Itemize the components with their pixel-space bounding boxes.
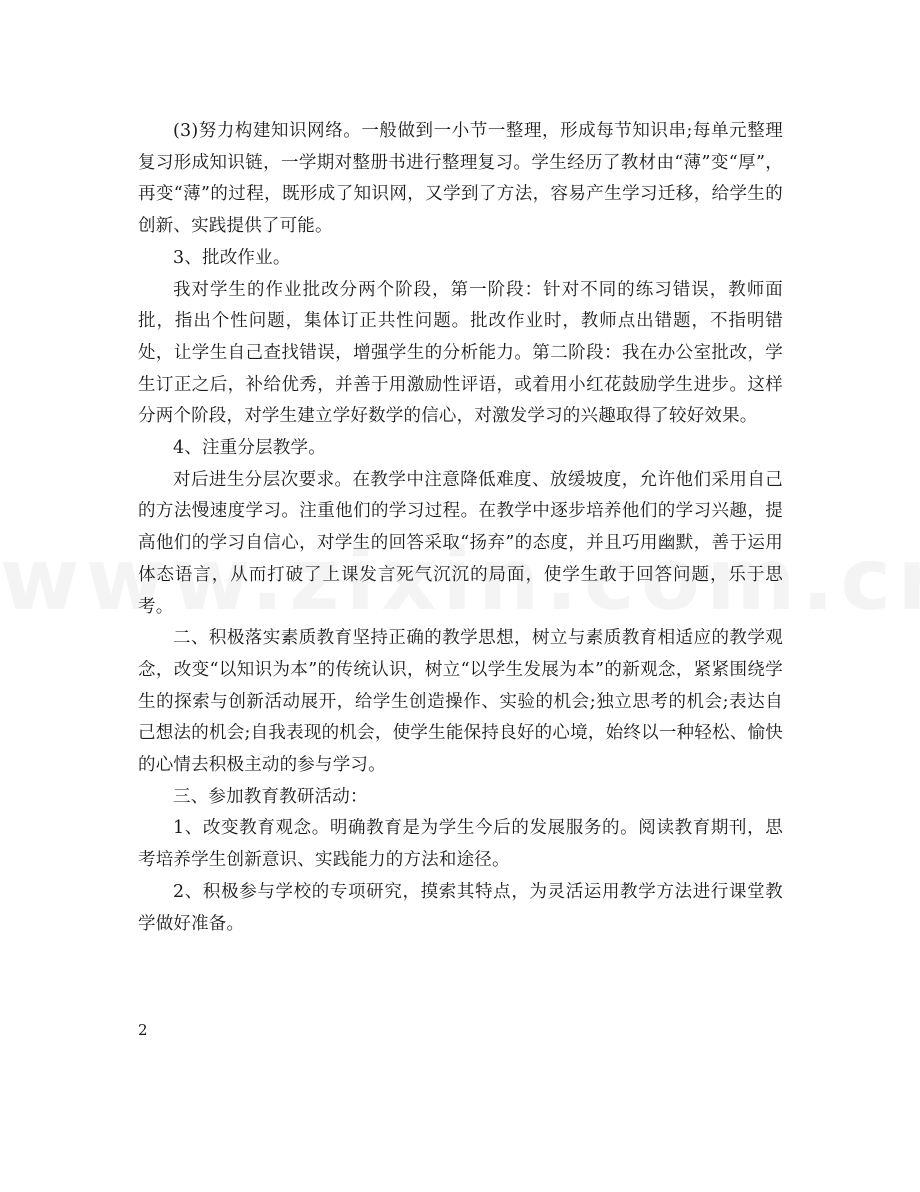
page-number: 2 (138, 1021, 148, 1039)
paragraph-homework-correction: 我对学生的作业批改分两个阶段，第一阶段：针对不同的练习错误，教师面批，指出个性问题，集体订正共性问题。批改作业时，教师点出错题，不指明错处，让学生自己查找错误，增强学生的分析能力。第二阶段：我在办公室批改，学生订正之后，补给优秀，并善于用激励性评语，或着用小红花鼓励学生进步。这样分两个阶段，对学生建立学好数学的信心，对激发学习的兴趣取得了较好效果。 (138, 279, 783, 427)
heading-layered-teaching: 4、注重分层教学。 (173, 438, 326, 459)
heading-teaching-research: 三、参加教育教研活动： (173, 786, 368, 807)
paragraph-layered-teaching: 对后进生分层次要求。在教学中注意降低难度、放缓坡度，允许他们采用自己的方法慢速度学习。注重他们的学习过程。在教学中逐步培养他们的学习兴趣，提高他们的学习自信心，对学生的回答采取“扬弃”的态度，并且巧用幽默，善于运用体态语言，从而打破了上课发言死气沉沉的局面，使学生敢于回答问题，乐于思考。 (138, 469, 783, 617)
paragraph-change-concepts: 1、改变教育观念。明确教育是为学生今后的发展服务的。阅读教育期刊，思考培养学生创新意识、实践能力的方法和途径。 (138, 818, 783, 871)
paragraph-quality-education: 二、积极落实素质教育坚持正确的教学思想，树立与素质教育相适应的教学观念，改变“以知识为本”的传统认识，树立“以学生发展为本”的新观念，紧紧围绕学生的探索与创新活动展开，给学生创造操作、实验的机会;独立思考的机会;表达自己想法的机会;自我表现的机会，使学生能保持良好的心境，始终以一种轻松、愉快的心情去积极主动的参与学习。 (138, 628, 783, 776)
paragraph-knowledge-network: (3)努力构建知识网络。一般做到一小节一整理，形成每节知识串;每单元整理复习形成知识链，一学期对整册书进行整理复习。学生经历了教材由“薄”变“厚”，再变“薄”的过程，既形成了知识网，又学到了方法，容易产生学习迁移，给学生的创新、实践提供了可能。 (138, 121, 783, 237)
document-body (138, 116, 783, 940)
heading-correct-homework: 3、批改作业。 (173, 247, 291, 268)
paragraph-school-research: 2、积极参与学校的专项研究，摸索其特点，为灵活运用教学方法进行课堂教学做好准备。 (138, 881, 783, 934)
